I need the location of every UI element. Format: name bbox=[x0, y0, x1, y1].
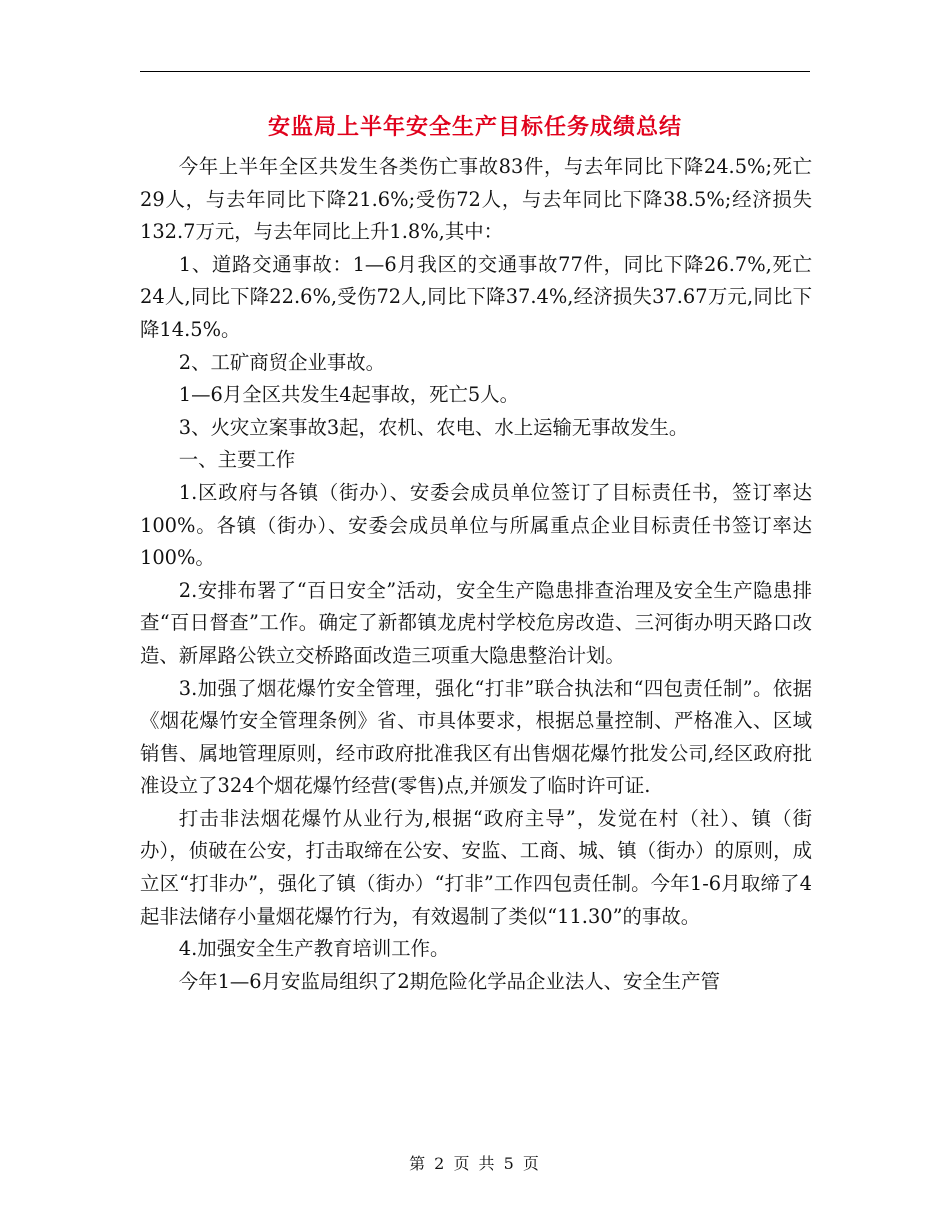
paragraph: 3.加强了烟花爆竹安全管理，强化“打非”联合执法和“四包责任制”。依据《烟花爆竹安全管理条例》省、市具体要求，根据总量控制、严格准入、区域销售、属地管理原则，经市政府批准我区有出售烟花爆竹批发公司,经区政府批准设立了324个烟花爆竹经营(零售)点,并颁发了临时许可证. bbox=[140, 676, 812, 798]
paragraph: 打击非法烟花爆竹从业行为,根据“政府主导”，发觉在村（社）、镇（街办），侦破在公安，打击取缔在公安、安监、工商、城、镇（街办）的原则，成立区“打非办”，强化了镇（街办）“打非”工作四包责任制。今年1-6月取缔了4起非法储存小量烟花爆竹行为，有效遏制了类似“11.30”的事故。 bbox=[140, 806, 812, 928]
paragraph: 3、火灾立案事故3起，农机、农电、水上运输无事故发生。 bbox=[178, 415, 689, 439]
document-title: 安监局上半年安全生产目标任务成绩总结 bbox=[267, 114, 682, 140]
section-heading: 一、主要工作 bbox=[178, 448, 296, 472]
page-footer: 第 2 页 共 5 页 bbox=[409, 1154, 541, 1173]
paragraph: 1—6月全区共发生4起事故，死亡5人。 bbox=[178, 383, 520, 407]
paragraph: 1、道路交通事故：1—6月我区的交通事故77件，同比下降26.7%,死亡24人,同比下降22.6%,受伤72人,同比下降37.4%,经济损失37.67万元,同比下降14.5%。 bbox=[140, 252, 812, 341]
document-body bbox=[140, 151, 812, 998]
paragraph: 1.区政府与各镇（街办）、安委会成员单位签订了目标责任书，签订率达100%。各镇（街办）、安委会成员单位与所属重点企业目标责任书签订率达100%。 bbox=[140, 480, 812, 570]
header-rule bbox=[140, 71, 810, 72]
paragraph: 2、工矿商贸企业事故。 bbox=[178, 350, 386, 374]
paragraph: 今年1—6月安监局组织了2期危险化学品企业法人、安全生产管 bbox=[178, 969, 720, 993]
paragraph: 2.安排布署了“百日安全”活动，安全生产隐患排查治理及安全生产隐患排查“百日督查”工作。确定了新都镇龙虎村学校危房改造、三河街办明天路口改造、新犀路公铁立交桥路面改造三项重大隐患整治计划。 bbox=[140, 578, 812, 667]
paragraph: 今年上半年全区共发生各类伤亡事故83件，与去年同比下降24.5%;死亡29人，与去年同比下降21.6%;受伤72人，与去年同比下降38.5%;经济损失132.7万元，与去年同比上升1.8%,其中： bbox=[140, 155, 812, 244]
paragraph: 4.加强安全生产教育培训工作。 bbox=[178, 937, 450, 961]
